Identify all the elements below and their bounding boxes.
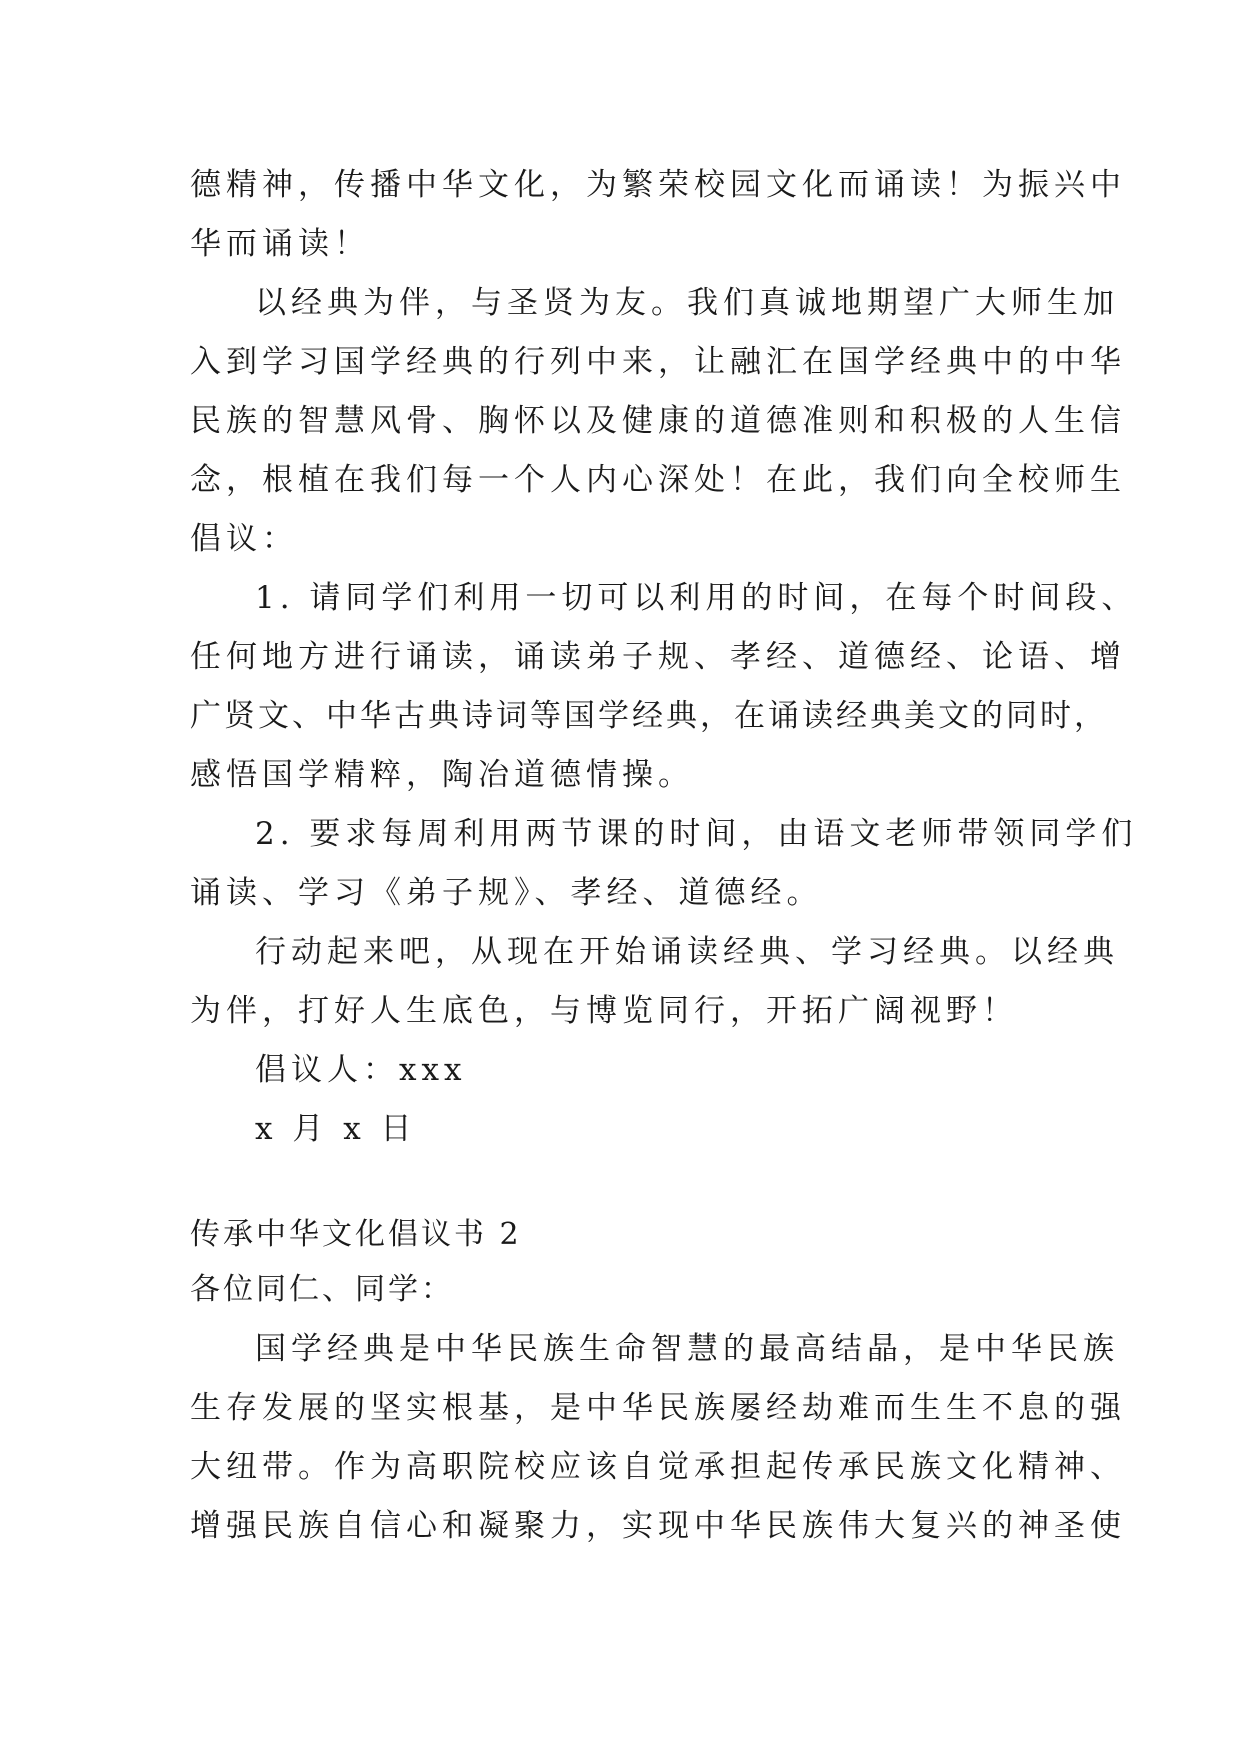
text-line: 增强民族自信心和凝聚力，实现中华民族伟大复兴的神圣使 — [190, 1508, 1126, 1544]
text-line: 念，根植在我们每一个人内心深处！在此，我们向全校师生 — [190, 462, 1126, 498]
text-line: 广贤文、中华古典诗词等国学经典，在诵读经典美文的同时， — [190, 698, 1108, 734]
signature-date: x 月 x 日 — [255, 1111, 417, 1147]
list-item-1: 1. 请同学们利用一切可以利用的时间，在每个时间段、 — [255, 580, 1138, 616]
paragraph-line: 行动起来吧，从现在开始诵读经典、学习经典。以经典 — [255, 934, 1119, 970]
text-line: 生存发展的坚实根基，是中华民族屡经劫难而生生不息的强 — [190, 1390, 1126, 1426]
salutation: 各位同仁、同学： — [190, 1272, 454, 1307]
text-line: 诵读、学习《弟子规》、孝经、道德经。 — [190, 875, 823, 911]
text-line: 民族的智慧风骨、胸怀以及健康的道德准则和积极的人生信 — [190, 403, 1126, 439]
text-line: 倡议： — [190, 521, 298, 557]
text-line: 入到学习国学经典的行列中来，让融汇在国学经典中的中华 — [190, 344, 1126, 380]
text-line: 感悟国学精粹，陶冶道德情操。 — [190, 757, 694, 793]
paragraph-line: 以经典为伴，与圣贤为友。我们真诚地期望广大师生加 — [255, 285, 1119, 321]
section-title: 传承中华文化倡议书 2 — [190, 1217, 522, 1252]
paragraph-line: 国学经典是中华民族生命智慧的最高结晶，是中华民族 — [255, 1331, 1119, 1367]
text-line: 华而诵读！ — [190, 226, 370, 262]
text-line: 为伴，打好人生底色，与博览同行，开拓广阔视野！ — [190, 993, 1018, 1029]
text-line: 德精神，传播中华文化，为繁荣校园文化而诵读！为振兴中 — [190, 167, 1126, 203]
text-line: 大纽带。作为高职院校应该自觉承担起传承民族文化精神、 — [190, 1449, 1126, 1485]
text-line: 任何地方进行诵读，诵读弟子规、孝经、道德经、论语、增 — [190, 639, 1126, 675]
signature-proposer: 倡议人：xxx — [255, 1052, 467, 1088]
list-item-2: 2. 要求每周利用两节课的时间，由语文老师带领同学们 — [255, 816, 1138, 852]
